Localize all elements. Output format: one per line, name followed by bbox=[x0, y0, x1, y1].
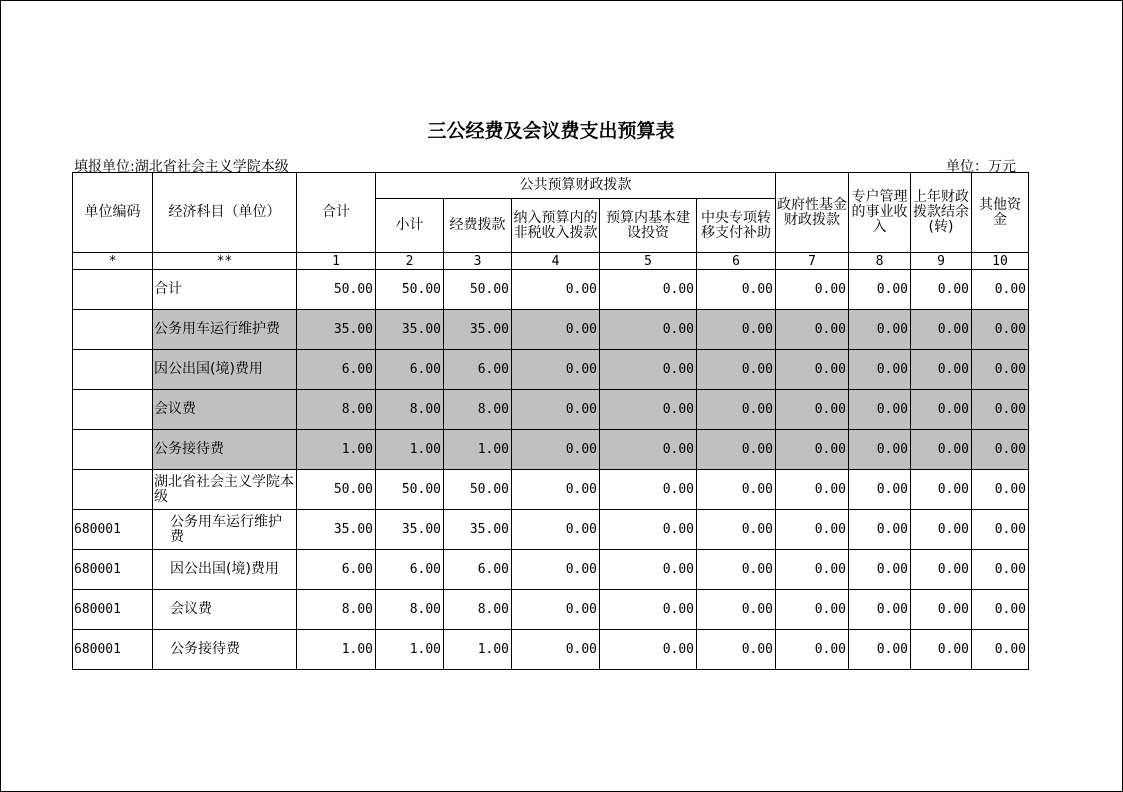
table-row bbox=[73, 430, 1029, 470]
cell-carryover: 0.00 bbox=[911, 590, 972, 630]
cell-subtotal: 8.00 bbox=[376, 390, 444, 430]
cell-other: 0.00 bbox=[972, 310, 1029, 350]
cell-nontax: 0.00 bbox=[512, 270, 600, 310]
budget-table bbox=[72, 172, 1029, 670]
header-total: 合计 bbox=[297, 173, 376, 253]
cell-central: 0.00 bbox=[697, 430, 776, 470]
cell-gov-fund: 0.00 bbox=[776, 550, 849, 590]
cell-funding: 50.00 bbox=[444, 270, 512, 310]
cell-special: 0.00 bbox=[849, 350, 911, 390]
cell-carryover: 0.00 bbox=[911, 630, 972, 670]
header-central: 中央专项转移支付补助 bbox=[697, 199, 776, 253]
cell-other: 0.00 bbox=[972, 390, 1029, 430]
cell-subtotal: 50.00 bbox=[376, 270, 444, 310]
cell-funding: 8.00 bbox=[444, 590, 512, 630]
index-cell: ** bbox=[153, 253, 297, 270]
table-row bbox=[73, 390, 1029, 430]
cell-other: 0.00 bbox=[972, 350, 1029, 390]
cell-gov-fund: 0.00 bbox=[776, 350, 849, 390]
cell-nontax: 0.00 bbox=[512, 390, 600, 430]
cell-capital: 0.00 bbox=[600, 590, 697, 630]
index-row bbox=[73, 253, 1029, 270]
table-body bbox=[73, 270, 1029, 670]
cell-subtotal: 1.00 bbox=[376, 630, 444, 670]
cell-nontax: 0.00 bbox=[512, 510, 600, 550]
cell-total: 50.00 bbox=[297, 470, 376, 510]
index-cell: 7 bbox=[776, 253, 849, 270]
cell-subtotal: 1.00 bbox=[376, 430, 444, 470]
cell-carryover: 0.00 bbox=[911, 550, 972, 590]
cell-total: 8.00 bbox=[297, 590, 376, 630]
index-cell: 10 bbox=[972, 253, 1029, 270]
index-cell: 9 bbox=[911, 253, 972, 270]
cell-subtotal: 35.00 bbox=[376, 310, 444, 350]
cell-nontax: 0.00 bbox=[512, 470, 600, 510]
cell-central: 0.00 bbox=[697, 470, 776, 510]
cell-capital: 0.00 bbox=[600, 630, 697, 670]
cell-total: 8.00 bbox=[297, 390, 376, 430]
header-capital: 预算内基本建设投资 bbox=[600, 199, 697, 253]
row-name: 因公出国(境)费用 bbox=[153, 350, 297, 390]
cell-special: 0.00 bbox=[849, 270, 911, 310]
cell-other: 0.00 bbox=[972, 430, 1029, 470]
row-name: 公务用车运行维护费 bbox=[153, 510, 297, 550]
cell-carryover: 0.00 bbox=[911, 470, 972, 510]
cell-central: 0.00 bbox=[697, 550, 776, 590]
cell-funding: 6.00 bbox=[444, 550, 512, 590]
cell-funding: 1.00 bbox=[444, 430, 512, 470]
row-code: 680001 bbox=[73, 630, 153, 670]
row-code: 680001 bbox=[73, 510, 153, 550]
cell-subtotal: 8.00 bbox=[376, 590, 444, 630]
cell-gov-fund: 0.00 bbox=[776, 430, 849, 470]
row-code bbox=[73, 310, 153, 350]
cell-nontax: 0.00 bbox=[512, 350, 600, 390]
cell-carryover: 0.00 bbox=[911, 270, 972, 310]
cell-capital: 0.00 bbox=[600, 270, 697, 310]
index-cell: 3 bbox=[444, 253, 512, 270]
cell-other: 0.00 bbox=[972, 470, 1029, 510]
cell-carryover: 0.00 bbox=[911, 430, 972, 470]
row-code bbox=[73, 390, 153, 430]
index-cell: 8 bbox=[849, 253, 911, 270]
header-subtotal: 小计 bbox=[376, 199, 444, 253]
cell-nontax: 0.00 bbox=[512, 630, 600, 670]
cell-special: 0.00 bbox=[849, 430, 911, 470]
cell-carryover: 0.00 bbox=[911, 350, 972, 390]
cell-special: 0.00 bbox=[849, 390, 911, 430]
cell-gov-fund: 0.00 bbox=[776, 470, 849, 510]
cell-other: 0.00 bbox=[972, 590, 1029, 630]
header-gov-fund: 政府性基金财政拨款 bbox=[776, 173, 849, 253]
cell-nontax: 0.00 bbox=[512, 430, 600, 470]
cell-funding: 6.00 bbox=[444, 350, 512, 390]
cell-other: 0.00 bbox=[972, 270, 1029, 310]
cell-central: 0.00 bbox=[697, 510, 776, 550]
table-row bbox=[73, 270, 1029, 310]
row-code bbox=[73, 470, 153, 510]
cell-funding: 35.00 bbox=[444, 310, 512, 350]
reporting-unit: 填报单位:湖北省社会主义学院本级 bbox=[74, 159, 289, 175]
cell-total: 35.00 bbox=[297, 310, 376, 350]
table-row bbox=[73, 350, 1029, 390]
row-name: 因公出国(境)费用 bbox=[153, 550, 297, 590]
cell-nontax: 0.00 bbox=[512, 590, 600, 630]
cell-carryover: 0.00 bbox=[911, 310, 972, 350]
cell-capital: 0.00 bbox=[600, 510, 697, 550]
cell-capital: 0.00 bbox=[600, 550, 697, 590]
cell-gov-fund: 0.00 bbox=[776, 270, 849, 310]
cell-funding: 1.00 bbox=[444, 630, 512, 670]
index-cell: 5 bbox=[600, 253, 697, 270]
cell-central: 0.00 bbox=[697, 350, 776, 390]
row-code: 680001 bbox=[73, 550, 153, 590]
cell-capital: 0.00 bbox=[600, 470, 697, 510]
table-row bbox=[73, 590, 1029, 630]
row-name: 合计 bbox=[153, 270, 297, 310]
cell-subtotal: 6.00 bbox=[376, 350, 444, 390]
cell-carryover: 0.00 bbox=[911, 390, 972, 430]
row-name: 湖北省社会主义学院本级 bbox=[153, 470, 297, 510]
index-cell: 1 bbox=[297, 253, 376, 270]
cell-capital: 0.00 bbox=[600, 350, 697, 390]
header-special: 专户管理的事业收入 bbox=[849, 173, 911, 253]
cell-other: 0.00 bbox=[972, 510, 1029, 550]
table-row bbox=[73, 630, 1029, 670]
cell-special: 0.00 bbox=[849, 550, 911, 590]
row-code: 680001 bbox=[73, 590, 153, 630]
cell-gov-fund: 0.00 bbox=[776, 590, 849, 630]
table-row bbox=[73, 470, 1029, 510]
cell-special: 0.00 bbox=[849, 630, 911, 670]
cell-central: 0.00 bbox=[697, 390, 776, 430]
cell-total: 1.00 bbox=[297, 630, 376, 670]
cell-central: 0.00 bbox=[697, 590, 776, 630]
cell-special: 0.00 bbox=[849, 590, 911, 630]
table-header bbox=[73, 173, 1029, 270]
cell-other: 0.00 bbox=[972, 630, 1029, 670]
cell-other: 0.00 bbox=[972, 550, 1029, 590]
cell-funding: 50.00 bbox=[444, 470, 512, 510]
row-name: 公务用车运行维护费 bbox=[153, 310, 297, 350]
cell-funding: 35.00 bbox=[444, 510, 512, 550]
row-code bbox=[73, 350, 153, 390]
cell-total: 6.00 bbox=[297, 350, 376, 390]
header-subject: 经济科目（单位） bbox=[153, 173, 297, 253]
cell-total: 6.00 bbox=[297, 550, 376, 590]
cell-gov-fund: 0.00 bbox=[776, 510, 849, 550]
cell-nontax: 0.00 bbox=[512, 550, 600, 590]
table-row bbox=[73, 550, 1029, 590]
cell-central: 0.00 bbox=[697, 310, 776, 350]
cell-central: 0.00 bbox=[697, 630, 776, 670]
row-name: 公务接待费 bbox=[153, 630, 297, 670]
cell-special: 0.00 bbox=[849, 470, 911, 510]
row-name: 会议费 bbox=[153, 590, 297, 630]
row-name: 会议费 bbox=[153, 390, 297, 430]
header-public-budget: 公共预算财政拨款 bbox=[376, 173, 776, 199]
cell-capital: 0.00 bbox=[600, 430, 697, 470]
row-code bbox=[73, 430, 153, 470]
row-name: 公务接待费 bbox=[153, 430, 297, 470]
cell-gov-fund: 0.00 bbox=[776, 630, 849, 670]
header-funding: 经费拨款 bbox=[444, 199, 512, 253]
currency-unit: 单位：万元 bbox=[946, 159, 1016, 175]
cell-nontax: 0.00 bbox=[512, 310, 600, 350]
row-code bbox=[73, 270, 153, 310]
cell-total: 1.00 bbox=[297, 430, 376, 470]
header-nontax: 纳入预算内的非税收入拨款 bbox=[512, 199, 600, 253]
header-code: 单位编码 bbox=[73, 173, 153, 253]
index-cell: * bbox=[73, 253, 153, 270]
cell-special: 0.00 bbox=[849, 510, 911, 550]
index-cell: 4 bbox=[512, 253, 600, 270]
cell-central: 0.00 bbox=[697, 270, 776, 310]
cell-gov-fund: 0.00 bbox=[776, 390, 849, 430]
cell-total: 35.00 bbox=[297, 510, 376, 550]
page-title: 三公经费及会议费支出预算表 bbox=[427, 120, 675, 142]
cell-special: 0.00 bbox=[849, 310, 911, 350]
header-carryover: 上年财政拨款结余(转) bbox=[911, 173, 972, 253]
header-other: 其他资金 bbox=[972, 173, 1029, 253]
index-cell: 6 bbox=[697, 253, 776, 270]
cell-carryover: 0.00 bbox=[911, 510, 972, 550]
cell-capital: 0.00 bbox=[600, 310, 697, 350]
cell-total: 50.00 bbox=[297, 270, 376, 310]
index-cell: 2 bbox=[376, 253, 444, 270]
table-row bbox=[73, 510, 1029, 550]
cell-subtotal: 50.00 bbox=[376, 470, 444, 510]
cell-capital: 0.00 bbox=[600, 390, 697, 430]
cell-subtotal: 35.00 bbox=[376, 510, 444, 550]
table-row bbox=[73, 310, 1029, 350]
cell-funding: 8.00 bbox=[444, 390, 512, 430]
cell-gov-fund: 0.00 bbox=[776, 310, 849, 350]
cell-subtotal: 6.00 bbox=[376, 550, 444, 590]
